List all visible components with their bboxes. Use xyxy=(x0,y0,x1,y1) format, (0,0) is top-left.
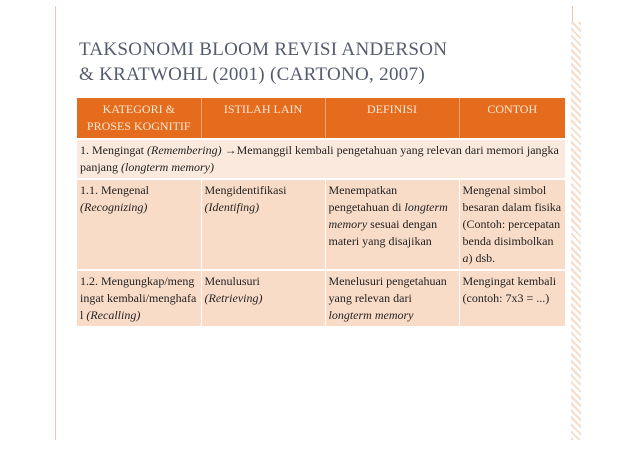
decorative-band xyxy=(571,22,581,440)
cell-definisi: Menempatkan pengetahuan di longterm memory sesuai dengan materi yang disajikan xyxy=(325,179,459,270)
intro-prefix: 1. Mengingat xyxy=(80,143,147,157)
table-row xyxy=(77,179,565,270)
cell-kategori: 1.1. Mengenal (Recognizing) xyxy=(77,179,201,270)
cell-contoh: Mengenal simbol besaran dalam fisika (Contoh: percepatan benda disimbolkan a) dsb. xyxy=(459,179,565,270)
intro-text: Memanggil kembali pengetahuan yang relevan dari memori jangka panjang xyxy=(80,143,559,174)
header-istilah-lain: ISTILAH LAIN xyxy=(201,98,325,139)
cell-istilah: Menulusuri (Retrieving) xyxy=(201,270,325,326)
slide-title xyxy=(79,37,539,87)
table-header-row xyxy=(77,98,565,139)
cell-kategori: 1.2. Mengungkap/mengingat kembali/menghafal (Recalling) xyxy=(77,270,201,326)
title-line-2: & KRATWOHL (2001) (CARTONO, 2007) xyxy=(79,64,425,85)
intro-term-2: (longterm memory) xyxy=(121,160,214,174)
table-row xyxy=(77,270,565,326)
intro-cell xyxy=(77,139,565,179)
cell-definisi: Menelusuri pengetahuan yang relevan dari longterm memory xyxy=(325,270,459,326)
title-line-1: TAKSONOMI BLOOM REVISI ANDERSON xyxy=(79,39,448,60)
header-contoh: CONTOH xyxy=(459,98,565,139)
intro-term: (Remembering) xyxy=(147,143,222,157)
intro-row xyxy=(77,139,565,179)
cell-istilah: Mengidentifikasi (Identifing) xyxy=(201,179,325,270)
cell-contoh: Mengingat kembali (contoh: 7x3 = ...) xyxy=(459,270,565,326)
arrow-icon: → xyxy=(221,143,237,157)
header-definisi: DEFINISI xyxy=(325,98,459,139)
taxonomy-table xyxy=(77,98,565,326)
header-kategori: KATEGORI & PROSES KOGNITIF xyxy=(77,98,201,139)
